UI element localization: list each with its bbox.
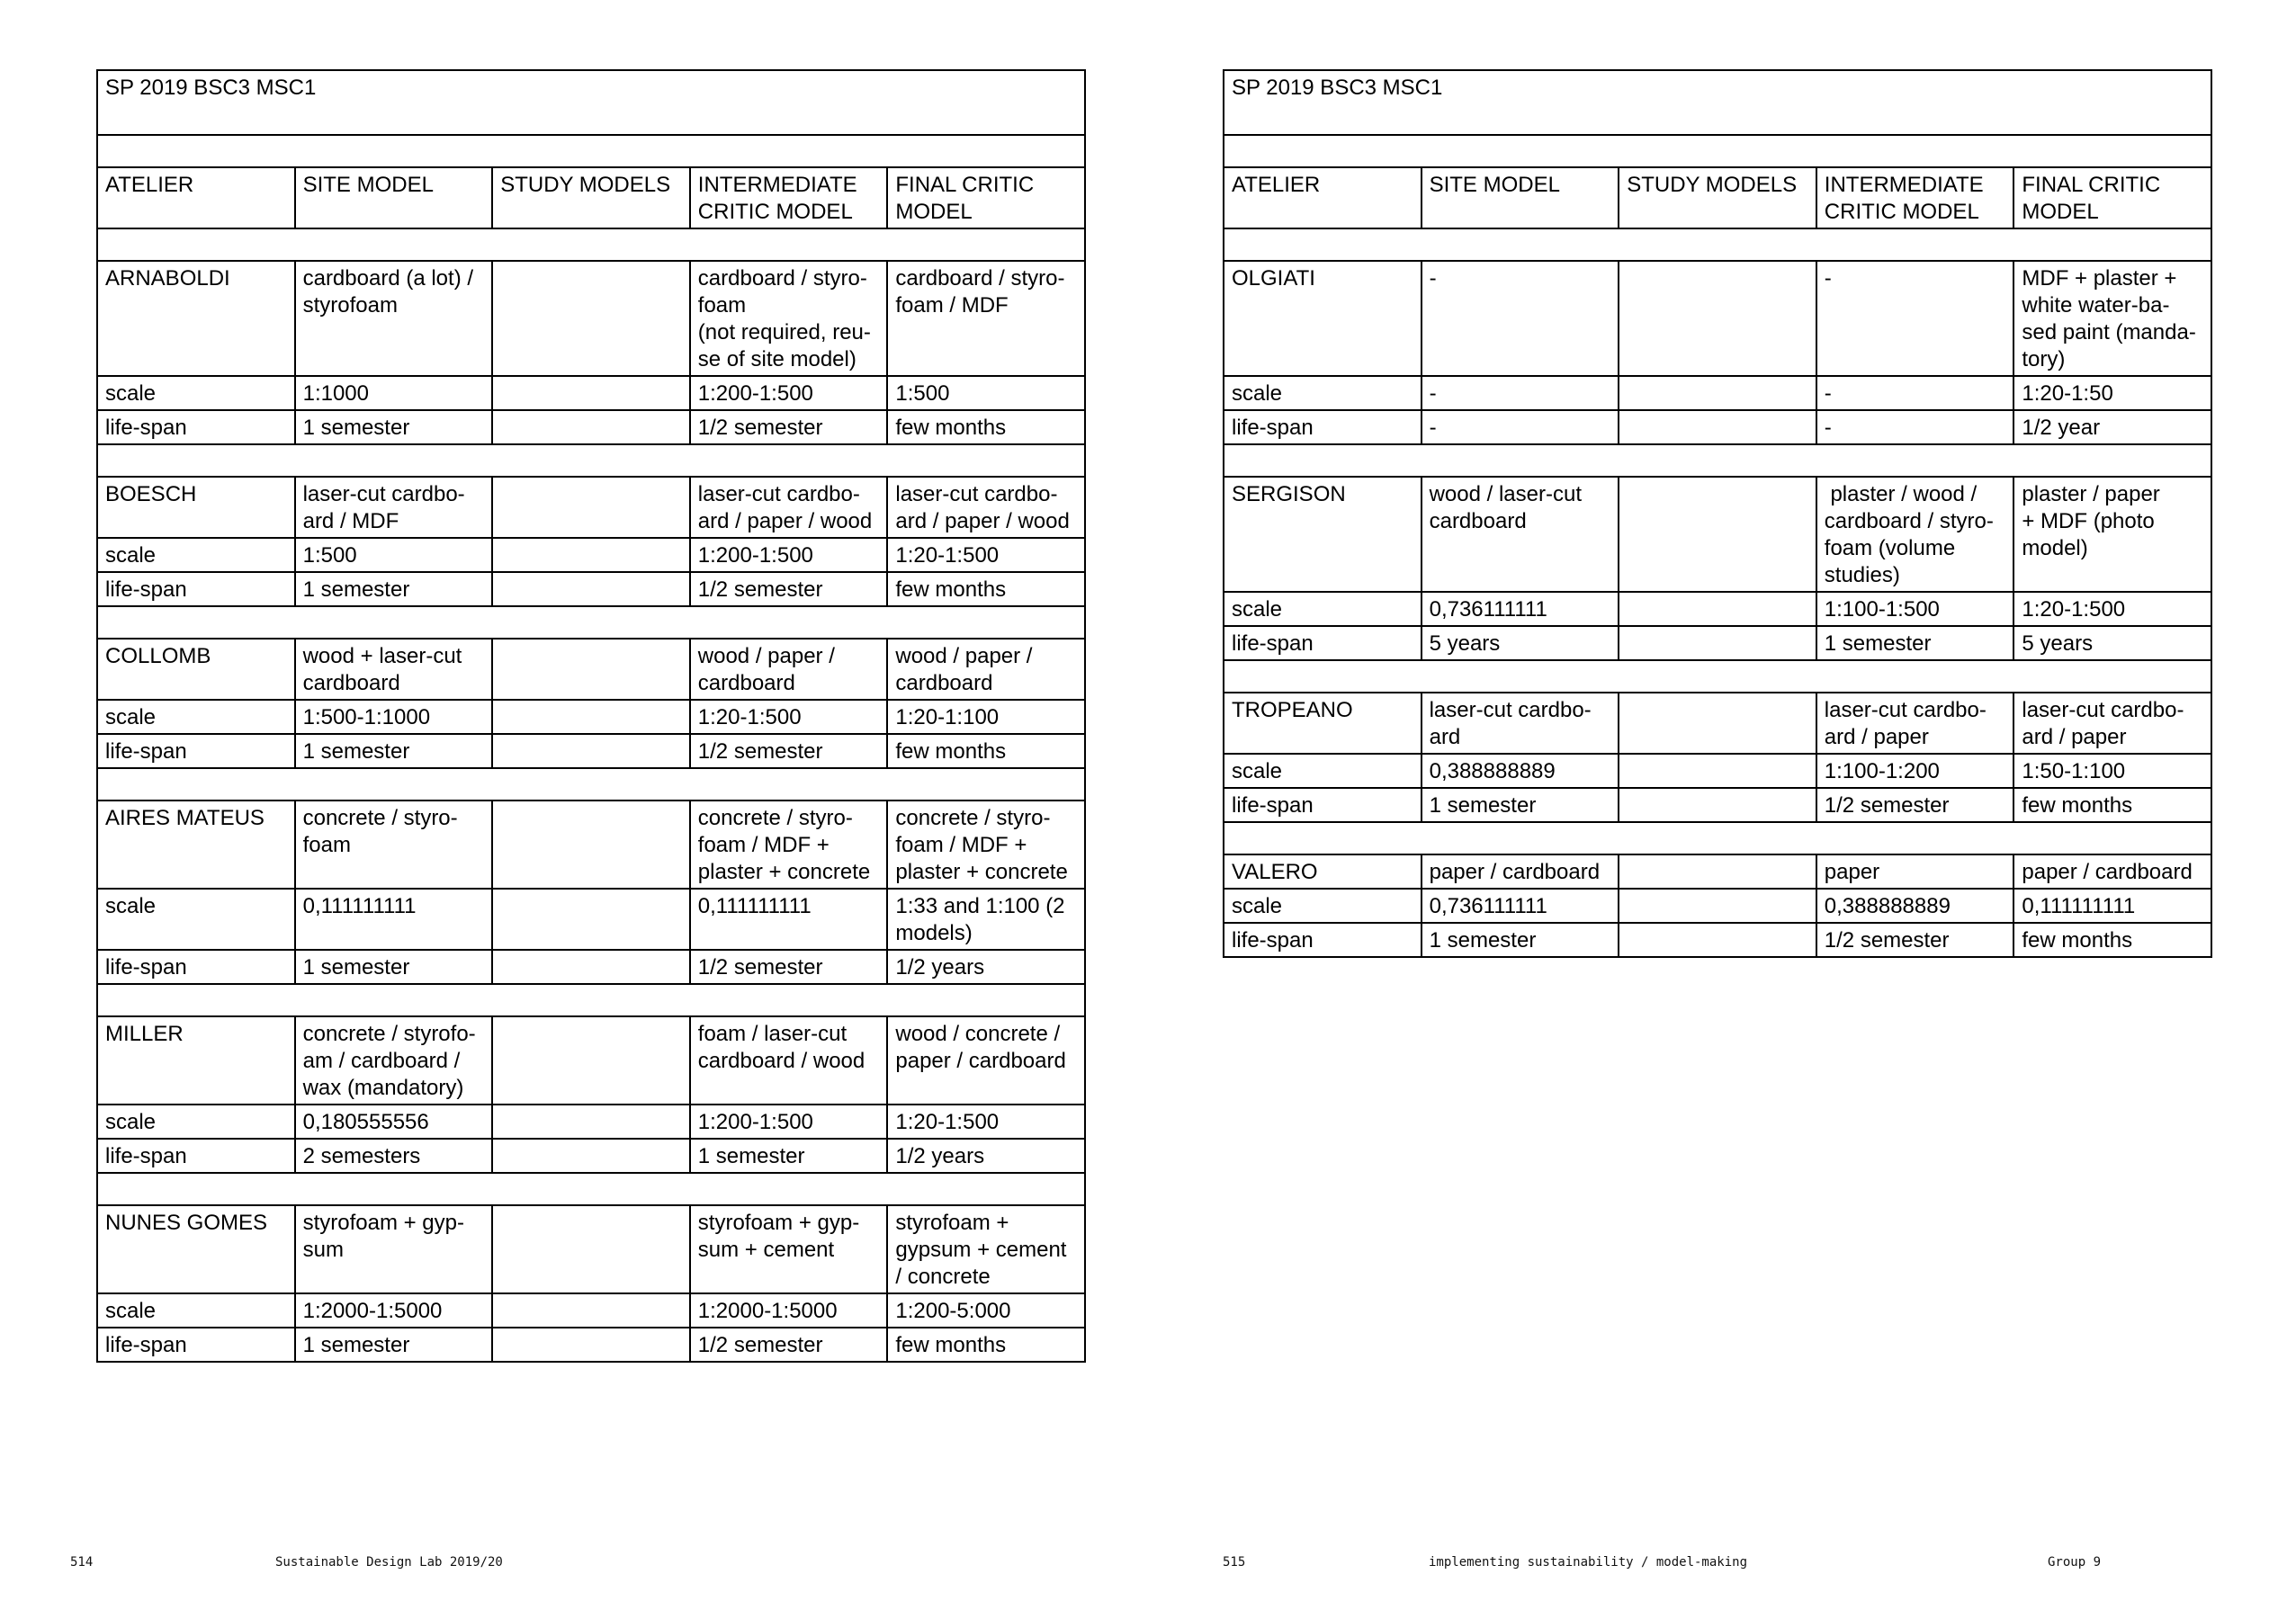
table-cell: 1:100-1:200 xyxy=(1816,754,2014,788)
header-final-critic-model: FINAL CRITIC MODEL xyxy=(2013,167,2211,228)
row-label: life-span xyxy=(97,1139,295,1173)
intermediate-model-cell: laser-cut cardbo- ard / paper xyxy=(1816,693,2014,754)
spacer-row xyxy=(97,228,1085,261)
atelier-row-sergison xyxy=(1224,477,2211,592)
atelier-name: VALERO xyxy=(1224,854,1422,889)
title-row xyxy=(1224,70,2211,135)
spacer-row xyxy=(97,1173,1085,1205)
table-cell: 1:20-1:500 xyxy=(2013,592,2211,626)
table-cell: 1 semester xyxy=(690,1139,888,1173)
intermediate-model-cell: styrofoam + gyp- sum + cement xyxy=(690,1205,888,1293)
footer-text: implementing sustainability / model-making xyxy=(1429,1555,1748,1570)
table-cell: 0,736111111 xyxy=(1422,889,1619,923)
site-model-cell: concrete / styrofo- am / cardboard / wax (mandatory) xyxy=(295,1016,493,1105)
header-intermediate-critic-model: INTERMEDIATE CRITIC MODEL xyxy=(1816,167,2014,228)
spacer-row xyxy=(97,444,1085,477)
final-model-cell: wood / concrete / paper / cardboard xyxy=(887,1016,1085,1105)
table-cell xyxy=(492,1293,690,1328)
table-cell xyxy=(1619,923,1816,957)
table-cell: 0,388888889 xyxy=(1816,889,2014,923)
header-study-models: STUDY MODELS xyxy=(492,167,690,228)
table-cell: 1:500-1:1000 xyxy=(295,700,493,734)
table-cell: 1/2 years xyxy=(887,950,1085,984)
intermediate-model-cell: foam / laser-cut cardboard / wood xyxy=(690,1016,888,1105)
row-label: life-span xyxy=(1224,923,1422,957)
row-label: life-span xyxy=(1224,626,1422,660)
study-models-cell xyxy=(492,477,690,538)
table-cell xyxy=(1619,410,1816,444)
row-label: life-span xyxy=(97,950,295,984)
atelier-name: SERGISON xyxy=(1224,477,1422,592)
table-cell: 0,388888889 xyxy=(1422,754,1619,788)
lifespan-row xyxy=(97,950,1085,984)
spacer-row xyxy=(97,135,1085,167)
intermediate-model-cell: paper xyxy=(1816,854,2014,889)
final-model-cell: cardboard / styro- foam / MDF xyxy=(887,261,1085,376)
table-cell xyxy=(1619,754,1816,788)
scale-row xyxy=(97,1105,1085,1139)
spacer-row xyxy=(1224,822,2211,854)
spacer-row xyxy=(1224,135,2211,167)
atelier-name: BOESCH xyxy=(97,477,295,538)
lifespan-row xyxy=(1224,410,2211,444)
table-cell: few months xyxy=(887,1328,1085,1362)
row-label: life-span xyxy=(97,1328,295,1362)
table-cell: 1/2 semester xyxy=(690,1328,888,1362)
table-cell: 1 semester xyxy=(1816,626,2014,660)
table-cell: few months xyxy=(887,410,1085,444)
row-label: life-span xyxy=(1224,788,1422,822)
table-cell: 1:200-1:500 xyxy=(690,1105,888,1139)
table-cell xyxy=(492,1328,690,1362)
table-cell: 1:200-1:500 xyxy=(690,376,888,410)
table-cell xyxy=(1619,788,1816,822)
table-cell: few months xyxy=(887,734,1085,768)
table-cell xyxy=(1619,376,1816,410)
table-cell xyxy=(492,950,690,984)
intermediate-model-cell: - xyxy=(1816,261,2014,376)
header-study-models: STUDY MODELS xyxy=(1619,167,1816,228)
table-cell: 1/2 semester xyxy=(690,572,888,606)
table-cell: 1:20-1:500 xyxy=(887,538,1085,572)
row-label: scale xyxy=(97,376,295,410)
spacer-row xyxy=(1224,228,2211,261)
right-atelier-table xyxy=(1223,69,2212,958)
site-model-cell: - xyxy=(1422,261,1619,376)
page-number: 515 xyxy=(1223,1555,1246,1570)
atelier-name: AIRES MATEUS xyxy=(97,801,295,889)
table-cell xyxy=(1619,889,1816,923)
table-cell xyxy=(492,572,690,606)
table-cell: 0,111111111 xyxy=(2013,889,2211,923)
spacer-row xyxy=(97,606,1085,639)
header-intermediate-critic-model: INTERMEDIATE CRITIC MODEL xyxy=(690,167,888,228)
table-cell: 1:33 and 1:100 (2 models) xyxy=(887,889,1085,950)
intermediate-model-cell: laser-cut cardbo- ard / paper / wood xyxy=(690,477,888,538)
table-cell: 1:1000 xyxy=(295,376,493,410)
table-cell xyxy=(1619,626,1816,660)
lifespan-row xyxy=(97,734,1085,768)
scale-row xyxy=(1224,754,2211,788)
table-cell: 1/2 years xyxy=(887,1139,1085,1173)
table-cell: 1:50-1:100 xyxy=(2013,754,2211,788)
table-cell: 1 semester xyxy=(295,1328,493,1362)
atelier-row-miller xyxy=(97,1016,1085,1105)
header-site-model: SITE MODEL xyxy=(295,167,493,228)
final-model-cell: wood / paper / cardboard xyxy=(887,639,1085,700)
study-models-cell xyxy=(492,1016,690,1105)
footer-text: Sustainable Design Lab 2019/20 xyxy=(275,1555,503,1570)
table-cell xyxy=(492,734,690,768)
study-models-cell xyxy=(1619,261,1816,376)
study-models-cell xyxy=(492,1205,690,1293)
lifespan-row xyxy=(97,1139,1085,1173)
lifespan-row xyxy=(97,1328,1085,1362)
table-cell: 1 semester xyxy=(1422,788,1619,822)
header-final-critic-model: FINAL CRITIC MODEL xyxy=(887,167,1085,228)
table-cell: 1:200-5:000 xyxy=(887,1293,1085,1328)
table-cell: 1 semester xyxy=(295,410,493,444)
atelier-name: NUNES GOMES xyxy=(97,1205,295,1293)
header-row xyxy=(97,167,1085,228)
scale-row xyxy=(97,700,1085,734)
row-label: scale xyxy=(97,538,295,572)
final-model-cell: paper / cardboard xyxy=(2013,854,2211,889)
table-cell: 1 semester xyxy=(295,950,493,984)
table-title: SP 2019 BSC3 MSC1 xyxy=(97,70,1085,135)
title-row xyxy=(97,70,1085,135)
row-label: life-span xyxy=(97,410,295,444)
table-cell xyxy=(492,376,690,410)
atelier-row-arnaboldi xyxy=(97,261,1085,376)
table-cell xyxy=(492,1105,690,1139)
final-model-cell: styrofoam + gypsum + cement / concrete xyxy=(887,1205,1085,1293)
spacer-row xyxy=(97,768,1085,801)
table-cell: 2 semesters xyxy=(295,1139,493,1173)
site-model-cell: styrofoam + gyp- sum xyxy=(295,1205,493,1293)
study-models-cell xyxy=(1619,854,1816,889)
row-label: life-span xyxy=(97,734,295,768)
atelier-name: TROPEANO xyxy=(1224,693,1422,754)
row-label: scale xyxy=(97,700,295,734)
final-model-cell: plaster / paper + MDF (photo model) xyxy=(2013,477,2211,592)
atelier-row-olgiati xyxy=(1224,261,2211,376)
table-cell: 0,736111111 xyxy=(1422,592,1619,626)
table-cell: 1/2 semester xyxy=(1816,923,2014,957)
lifespan-row xyxy=(1224,626,2211,660)
row-label: scale xyxy=(1224,754,1422,788)
study-models-cell xyxy=(1619,477,1816,592)
table-cell: 1:200-1:500 xyxy=(690,538,888,572)
table-cell: 1:20-1:500 xyxy=(887,1105,1085,1139)
table-cell: - xyxy=(1422,376,1619,410)
spacer-row xyxy=(1224,660,2211,693)
header-atelier: ATELIER xyxy=(97,167,295,228)
scale-row xyxy=(1224,592,2211,626)
atelier-row-aires-mateus xyxy=(97,801,1085,889)
table-cell: - xyxy=(1422,410,1619,444)
atelier-row-valero xyxy=(1224,854,2211,889)
intermediate-model-cell: cardboard / styro- foam (not required, reu- se of site model) xyxy=(690,261,888,376)
table-cell: 1:2000-1:5000 xyxy=(295,1293,493,1328)
study-models-cell xyxy=(492,261,690,376)
study-models-cell xyxy=(492,801,690,889)
atelier-name: ARNABOLDI xyxy=(97,261,295,376)
scale-row xyxy=(1224,889,2211,923)
atelier-row-tropeano xyxy=(1224,693,2211,754)
scale-row xyxy=(97,538,1085,572)
table-cell xyxy=(492,1139,690,1173)
lifespan-row xyxy=(1224,788,2211,822)
spacer-row xyxy=(97,984,1085,1016)
left-atelier-table xyxy=(96,69,1086,1363)
table-cell: 0,111111111 xyxy=(690,889,888,950)
table-cell: 1 semester xyxy=(295,734,493,768)
atelier-row-collomb xyxy=(97,639,1085,700)
site-model-cell: wood / laser-cut cardboard xyxy=(1422,477,1619,592)
page-number: 514 xyxy=(70,1555,94,1570)
table-cell: 5 years xyxy=(2013,626,2211,660)
lifespan-row xyxy=(97,572,1085,606)
intermediate-model-cell: wood / paper / cardboard xyxy=(690,639,888,700)
table-cell: few months xyxy=(2013,788,2211,822)
atelier-name: MILLER xyxy=(97,1016,295,1105)
atelier-row-nunes-gomes xyxy=(97,1205,1085,1293)
final-model-cell: laser-cut cardbo- ard / paper / wood xyxy=(887,477,1085,538)
row-label: life-span xyxy=(97,572,295,606)
lifespan-row xyxy=(97,410,1085,444)
table-cell: 1/2 semester xyxy=(690,734,888,768)
site-model-cell: concrete / styro- foam xyxy=(295,801,493,889)
final-model-cell: concrete / styro- foam / MDF + plaster + concrete xyxy=(887,801,1085,889)
scale-row xyxy=(97,1293,1085,1328)
footer-group: Group 9 xyxy=(2048,1555,2102,1570)
intermediate-model-cell: plaster / wood / cardboard / styro- foam (volume studies) xyxy=(1816,477,2014,592)
table-cell: 1/2 semester xyxy=(690,950,888,984)
table-cell: 1:20-1:500 xyxy=(690,700,888,734)
spacer-row xyxy=(1224,444,2211,477)
scale-row xyxy=(97,889,1085,950)
table-cell: 5 years xyxy=(1422,626,1619,660)
table-cell: 0,180555556 xyxy=(295,1105,493,1139)
table-cell: 1 semester xyxy=(1422,923,1619,957)
table-cell: 1:100-1:500 xyxy=(1816,592,2014,626)
scale-row xyxy=(97,376,1085,410)
table-cell: 1/2 year xyxy=(2013,410,2211,444)
row-label: scale xyxy=(97,1293,295,1328)
site-model-cell: cardboard (a lot) / styrofoam xyxy=(295,261,493,376)
table-cell xyxy=(492,410,690,444)
table-cell xyxy=(492,889,690,950)
table-cell: - xyxy=(1816,410,2014,444)
table-cell: - xyxy=(1816,376,2014,410)
table-cell: 1/2 semester xyxy=(690,410,888,444)
table-cell: 1:20-1:100 xyxy=(887,700,1085,734)
row-label: scale xyxy=(97,889,295,950)
table-cell: 1:500 xyxy=(295,538,493,572)
header-row xyxy=(1224,167,2211,228)
table-cell: 1:20-1:50 xyxy=(2013,376,2211,410)
table-cell: 1:500 xyxy=(887,376,1085,410)
row-label: scale xyxy=(1224,889,1422,923)
right-page xyxy=(1148,0,2296,1610)
header-atelier: ATELIER xyxy=(1224,167,1422,228)
intermediate-model-cell: concrete / styro- foam / MDF + plaster + concrete xyxy=(690,801,888,889)
row-label: scale xyxy=(1224,376,1422,410)
atelier-name: COLLOMB xyxy=(97,639,295,700)
table-cell: 1/2 semester xyxy=(1816,788,2014,822)
study-models-cell xyxy=(1619,693,1816,754)
table-cell xyxy=(1619,592,1816,626)
table-title: SP 2019 BSC3 MSC1 xyxy=(1224,70,2211,135)
lifespan-row xyxy=(1224,923,2211,957)
atelier-name: OLGIATI xyxy=(1224,261,1422,376)
site-model-cell: laser-cut cardbo- ard xyxy=(1422,693,1619,754)
atelier-row-boesch xyxy=(97,477,1085,538)
table-cell: 1 semester xyxy=(295,572,493,606)
header-site-model: SITE MODEL xyxy=(1422,167,1619,228)
site-model-cell: paper / cardboard xyxy=(1422,854,1619,889)
table-cell: few months xyxy=(2013,923,2211,957)
final-model-cell: laser-cut cardbo- ard / paper xyxy=(2013,693,2211,754)
site-model-cell: wood + laser-cut cardboard xyxy=(295,639,493,700)
table-cell xyxy=(492,538,690,572)
row-label: scale xyxy=(1224,592,1422,626)
final-model-cell: MDF + plaster + white water-ba- sed paint (manda- tory) xyxy=(2013,261,2211,376)
table-cell: 1:2000-1:5000 xyxy=(690,1293,888,1328)
site-model-cell: laser-cut cardbo- ard / MDF xyxy=(295,477,493,538)
table-cell xyxy=(492,700,690,734)
table-cell: few months xyxy=(887,572,1085,606)
study-models-cell xyxy=(492,639,690,700)
scale-row xyxy=(1224,376,2211,410)
table-cell: 0,111111111 xyxy=(295,889,493,950)
row-label: life-span xyxy=(1224,410,1422,444)
row-label: scale xyxy=(97,1105,295,1139)
